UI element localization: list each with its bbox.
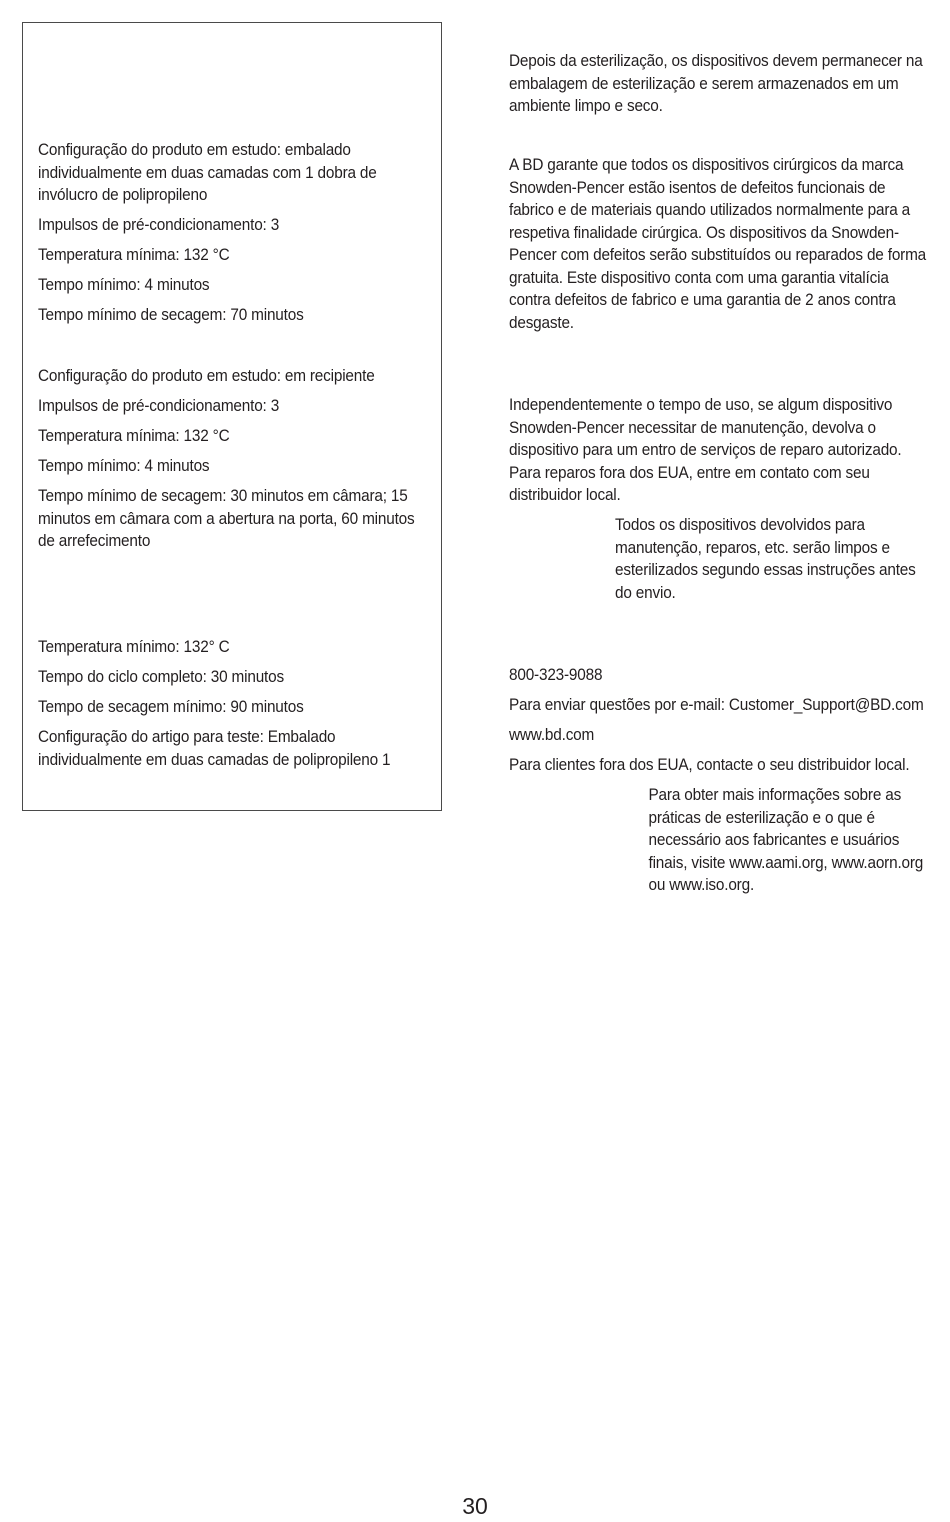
service-section [509, 394, 950, 604]
minimum-time: Tempo mínimo: 4 minutos [38, 276, 210, 294]
minimum-drying-time: Tempo mínimo de secagem: 30 minutos em câmara; 15 minutos em câmara com a abertura na porta, 60 minutos de arrefecimento [38, 487, 415, 550]
outside-us-text: Para clientes fora dos EUA, contacte o seu distribuidor local. [509, 756, 910, 774]
product-config: Configuração do produto em estudo: embalado individualmente em duas camadas com 1 dobra de invólucro de polipropileno [38, 141, 377, 204]
more-info-text: Para obter mais informações sobre as práticas de esterilização e o que é necessário aos fabricantes e usuários finais, visite www.aami.org, www.aorn.org ou www.iso.org. [648, 786, 924, 894]
minimum-temperature: Temperatura mínima: 132 °C [38, 427, 230, 445]
sterilization-group-wrapped [38, 139, 448, 327]
test-article-config: Configuração do artigo para teste: Embalado individualmente em duas camadas de polipropileno 1 [38, 728, 391, 769]
minimum-drying-time: Tempo de secagem mínimo: 90 minutos [38, 698, 304, 716]
warranty-section [509, 154, 950, 334]
website-link: www.bd.com [509, 726, 595, 744]
preconditioning-pulses: Impulsos de pré-condicionamento: 3 [38, 397, 280, 415]
page-number: 30 [462, 1493, 488, 1519]
email-contact: Para enviar questões por e-mail: Customer_Support@BD.com [509, 696, 924, 714]
warranty-text: A BD garante que todos os dispositivos cirúrgicos da marca Snowden-Pencer estão isentos de defeitos funcionais de fabrico e de materiais quando utilizados normalmente para a respetiva finalidade cirúrgica. Os dispositivos da Snowden-Pencer com defeitos serão substituídos ou reparados de forma gratuita. Este dispositivo conta com uma garantia vitalícia contra defeitos de fabrico e uma garantia de 2 anos contra desgaste. [509, 156, 927, 332]
product-config: Configuração do produto em estudo: em recipiente [38, 367, 375, 385]
phone-number: 800-323-9088 [509, 666, 603, 684]
sterilization-group-container [38, 365, 448, 553]
sterilization-group-full-cycle [38, 636, 448, 771]
full-cycle-time: Tempo do ciclo completo: 30 minutos [38, 668, 284, 686]
storage-section [509, 50, 950, 118]
minimum-temperature: Temperatura mínima: 132 °C [38, 246, 230, 264]
returned-devices-text: Todos os dispositivos devolvidos para manutenção, reparos, etc. serão limpos e esterilizados segundo essas instruções antes do envio. [615, 516, 916, 602]
service-text: Independentemente o tempo de uso, se algum dispositivo Snowden-Pencer necessitar de manutenção, devolva o dispositivo para um entro de serviços de reparo autorizado. Para reparos fora dos EUA, entre em contato com seu distribuidor local. [509, 396, 902, 504]
minimum-time: Tempo mínimo: 4 minutos [38, 457, 210, 475]
preconditioning-pulses: Impulsos de pré-condicionamento: 3 [38, 216, 280, 234]
minimum-temperature: Temperatura mínimo: 132° C [38, 638, 230, 656]
contact-section [509, 664, 950, 897]
minimum-drying-time: Tempo mínimo de secagem: 70 minutos [38, 306, 304, 324]
storage-text: Depois da esterilização, os dispositivos devem permanecer na embalagem de esterilização e serem armazenados em um ambiente limpo e seco. [509, 52, 923, 115]
